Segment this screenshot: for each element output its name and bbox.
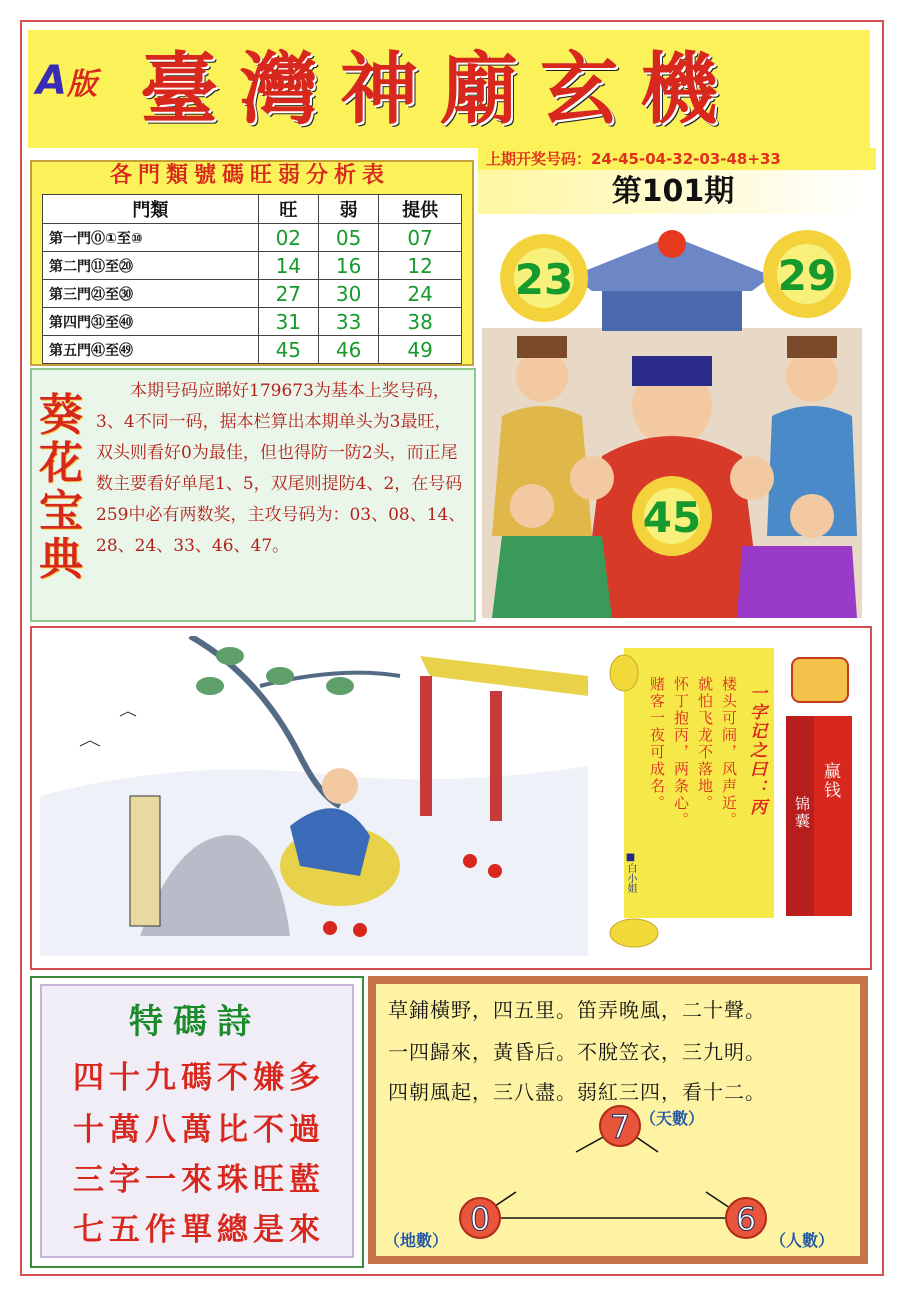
poem-line: 三字一來珠旺藍 — [73, 1162, 325, 1198]
cell-ruo: 16 — [318, 252, 378, 280]
row-label: 第五門㊶至㊾ — [43, 336, 259, 364]
tian-number: 7 — [609, 1108, 631, 1146]
analysis-title: 各門類號碼旺弱分析表 — [109, 163, 390, 188]
cell-tigong: 07 — [379, 224, 462, 252]
cell-wang: 14 — [258, 252, 318, 280]
temple-gods-illustration — [482, 216, 862, 618]
jinnang-win-text: 赢钱 — [820, 762, 840, 800]
cell-wang: 31 — [258, 308, 318, 336]
scroll-column: 就怕飞龙不落地。 — [696, 676, 714, 812]
cell-tigong: 49 — [379, 336, 462, 364]
table-row — [43, 280, 462, 308]
issue-number: 第101期 — [478, 170, 868, 214]
row-label: 第三門㉑至㉚ — [43, 280, 259, 308]
last-draw-numbers: 上期开奖号码：24-45-04-32-03-48+33 — [478, 148, 876, 170]
scroll-signature: ■白小姐 — [625, 852, 636, 893]
ren-number: 6 — [735, 1200, 757, 1238]
cell-ruo: 33 — [318, 308, 378, 336]
cell-ruo: 46 — [318, 336, 378, 364]
table-row — [43, 308, 462, 336]
art-number-right: 29 — [777, 251, 837, 300]
kuihua-heading: 葵花宝典 — [39, 390, 83, 585]
kuihua-text: 本期号码应睇好179673为基本上奖号码，3、4不同一码，据本栏算出本期单头为3最旺，双头则看好0为最佳，但也得防一防2头，而正尾数主要看好单尾1、5，双尾则提防4、2，在号码259中必有两数奖，主攻号码为：03、08、14、28、24、33、46、47。 — [96, 381, 466, 556]
riddle-line: 一四歸來，黃昏后。不脫笠衣，三九明。 — [388, 1040, 766, 1064]
cell-wang: 45 — [258, 336, 318, 364]
art-number-left: 23 — [514, 255, 574, 304]
analysis-table — [42, 194, 462, 364]
table-row — [43, 224, 462, 252]
cell-tigong: 38 — [379, 308, 462, 336]
tian-label: （天數） — [640, 1109, 705, 1128]
riddle-line: 草鋪橫野，四五里。笛弄晚風，二十聲。 — [388, 998, 766, 1022]
cell-tigong: 12 — [379, 252, 462, 280]
art-number-center: 45 — [642, 493, 702, 542]
poem-line: 七五作單總是來 — [73, 1212, 325, 1248]
row-label: 第一門⓪①至⑩ — [43, 224, 259, 252]
page-title: 臺灣神廟玄機 — [140, 44, 741, 135]
riddle-line: 四朝風起，三八盡。弱紅三四，看十二。 — [388, 1080, 766, 1104]
row-label: 第二門⑪至⑳ — [43, 252, 259, 280]
cell-wang: 27 — [258, 280, 318, 308]
scroll-column: 怀丁抱丙，两条心。 — [672, 676, 690, 829]
table-header-row — [43, 195, 462, 224]
row-label: 第四門㉛至㊵ — [43, 308, 259, 336]
table-row — [43, 336, 462, 364]
table-row — [43, 252, 462, 280]
col-header: 門類 — [43, 195, 259, 224]
poem-line: 十萬八萬比不過 — [73, 1112, 325, 1148]
scroll-heading: 一字记之曰：丙 — [746, 684, 766, 817]
col-header: 提供 — [379, 195, 462, 224]
cell-ruo: 30 — [318, 280, 378, 308]
poem-title: 特碼詩 — [129, 1002, 261, 1042]
cell-tigong: 24 — [379, 280, 462, 308]
jinnang-bag-text: 锦囊 — [793, 796, 811, 830]
poem-line: 四十九碼不嫌多 — [73, 1060, 325, 1096]
cell-wang: 02 — [258, 224, 318, 252]
col-header: 旺 — [258, 195, 318, 224]
old-man-grave-illustration — [40, 636, 588, 956]
edition-badge: A版 — [36, 58, 97, 104]
ren-label: （人數） — [770, 1231, 835, 1250]
cell-ruo: 05 — [318, 224, 378, 252]
di-number: 0 — [469, 1200, 491, 1238]
col-header: 弱 — [318, 195, 378, 224]
scroll-column: 楼头可闹，风声近。 — [720, 676, 738, 829]
scroll-column: 赌客一夜可成名。 — [648, 676, 666, 812]
di-label: （地數） — [384, 1231, 449, 1250]
